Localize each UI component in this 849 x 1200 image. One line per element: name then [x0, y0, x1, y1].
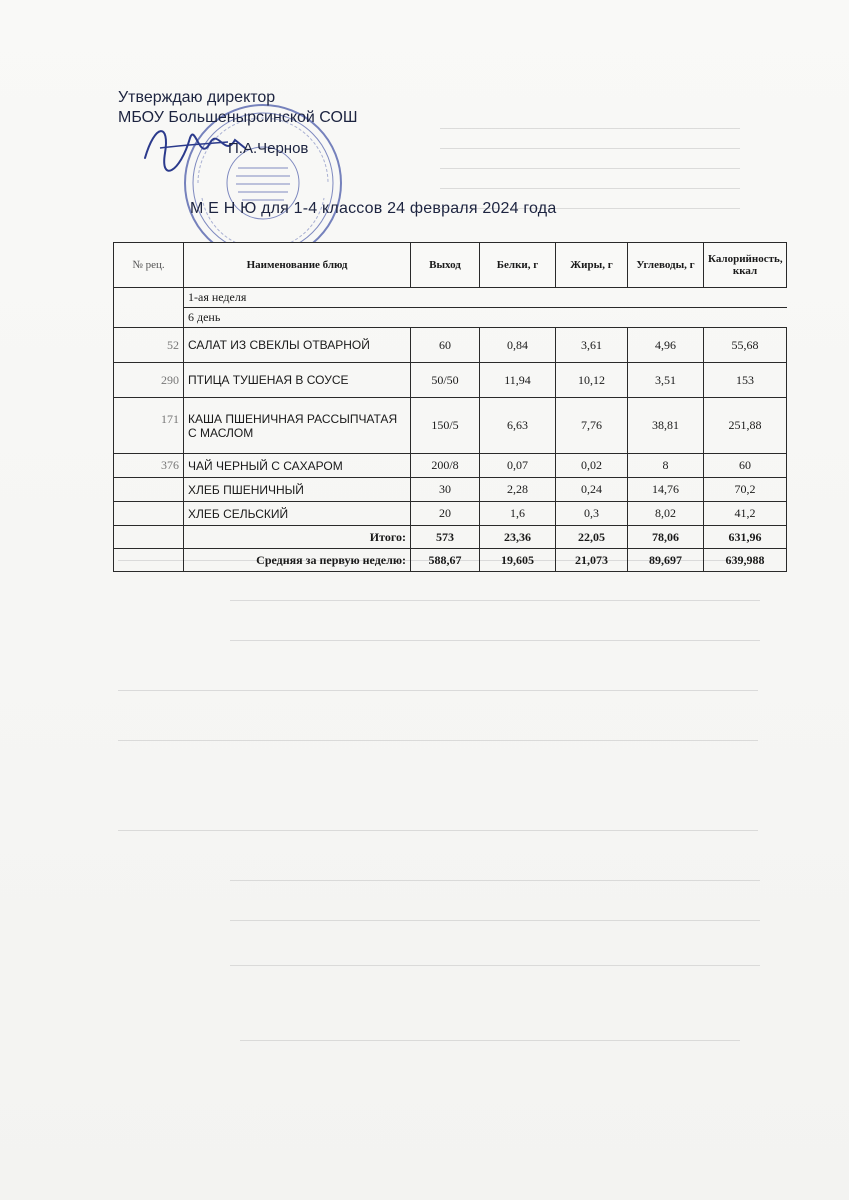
week-row [114, 288, 787, 308]
menu-table [113, 242, 787, 572]
recipe-number: 52 [114, 328, 184, 363]
bleed-line [230, 880, 760, 881]
dish-name: КАША ПШЕНИЧНАЯ РАССЫПЧАТАЯ С МАСЛОМ [184, 398, 411, 454]
total-fat: 22,05 [556, 526, 628, 549]
dish-output: 20 [411, 502, 480, 526]
dish-fat: 0,3 [556, 502, 628, 526]
approval-school: МБОУ Большенырсинской СОШ [118, 109, 358, 126]
dish-kcal: 153 [704, 363, 787, 398]
bleed-line [118, 690, 758, 691]
dish-kcal: 60 [704, 454, 787, 478]
recipe-number [114, 502, 184, 526]
dish-carbs: 4,96 [628, 328, 704, 363]
average-protein: 19,605 [480, 549, 556, 572]
bleed-line [440, 188, 740, 189]
dish-carbs: 8 [628, 454, 704, 478]
menu-title: М Е Н Ю для 1-4 классов 24 февраля 2024 года [190, 200, 557, 217]
dish-protein: 2,28 [480, 478, 556, 502]
dish-fat: 0,24 [556, 478, 628, 502]
dish-fat: 7,76 [556, 398, 628, 454]
approval-line: Утверждаю директор [118, 89, 276, 106]
dish-output: 30 [411, 478, 480, 502]
dish-name: САЛАТ ИЗ СВЕКЛЫ ОТВАРНОЙ [184, 328, 411, 363]
dish-output: 200/8 [411, 454, 480, 478]
dish-carbs: 8,02 [628, 502, 704, 526]
average-fat: 21,073 [556, 549, 628, 572]
bleed-line [230, 920, 760, 921]
bleed-line [440, 168, 740, 169]
dish-output: 50/50 [411, 363, 480, 398]
approval-block [118, 88, 358, 128]
dish-name: ЧАЙ ЧЕРНЫЙ С САХАРОМ [184, 454, 411, 478]
dish-name: ХЛЕБ СЕЛЬСКИЙ [184, 502, 411, 526]
total-kcal: 631,96 [704, 526, 787, 549]
total-row [114, 526, 787, 549]
col-header-protein: Белки, г [480, 243, 556, 288]
dish-name: ПТИЦА ТУШЕНАЯ В СОУСЕ [184, 363, 411, 398]
col-header-output: Выход [411, 243, 480, 288]
day-label: 6 день [184, 308, 787, 328]
average-kcal: 639,988 [704, 549, 787, 572]
week-label: 1-ая неделя [184, 288, 787, 308]
dish-fat: 0,02 [556, 454, 628, 478]
recipe-number: 171 [114, 398, 184, 454]
dish-kcal: 55,68 [704, 328, 787, 363]
dish-carbs: 38,81 [628, 398, 704, 454]
dish-carbs: 3,51 [628, 363, 704, 398]
header-row [114, 243, 787, 288]
dish-kcal: 251,88 [704, 398, 787, 454]
total-protein: 23,36 [480, 526, 556, 549]
average-carbs: 89,697 [628, 549, 704, 572]
table-row [114, 454, 787, 478]
dish-carbs: 14,76 [628, 478, 704, 502]
dish-kcal: 41,2 [704, 502, 787, 526]
total-label: Итого: [184, 526, 411, 549]
table-row [114, 478, 787, 502]
col-header-carbs: Углеводы, г [628, 243, 704, 288]
col-header-kcal: Калорийность, ккал [704, 243, 787, 288]
table-row [114, 328, 787, 363]
bleed-line [230, 600, 760, 601]
day-row [114, 308, 787, 328]
dish-output: 60 [411, 328, 480, 363]
dish-output: 150/5 [411, 398, 480, 454]
bleed-line [230, 965, 760, 966]
average-label: Средняя за первую неделю: [184, 549, 411, 572]
average-row [114, 549, 787, 572]
total-carbs: 78,06 [628, 526, 704, 549]
dish-kcal: 70,2 [704, 478, 787, 502]
dish-fat: 3,61 [556, 328, 628, 363]
average-output: 588,67 [411, 549, 480, 572]
bleed-line [440, 148, 740, 149]
dish-protein: 6,63 [480, 398, 556, 454]
table-row [114, 363, 787, 398]
dish-protein: 0,84 [480, 328, 556, 363]
recipe-number [114, 478, 184, 502]
col-header-name: Наименование блюд [184, 243, 411, 288]
dish-protein: 1,6 [480, 502, 556, 526]
dish-protein: 0,07 [480, 454, 556, 478]
bleed-line [118, 830, 758, 831]
recipe-number: 290 [114, 363, 184, 398]
total-output: 573 [411, 526, 480, 549]
col-header-num: № рец. [114, 243, 184, 288]
bleed-line [118, 740, 758, 741]
bleed-line [440, 128, 740, 129]
recipe-number: 376 [114, 454, 184, 478]
dish-protein: 11,94 [480, 363, 556, 398]
col-header-fat: Жиры, г [556, 243, 628, 288]
signer-name: П.А.Чернов [228, 140, 309, 157]
table-row [114, 502, 787, 526]
bleed-line [230, 640, 760, 641]
bleed-line [240, 1040, 740, 1041]
dish-name: ХЛЕБ ПШЕНИЧНЫЙ [184, 478, 411, 502]
dish-fat: 10,12 [556, 363, 628, 398]
table-row [114, 398, 787, 454]
